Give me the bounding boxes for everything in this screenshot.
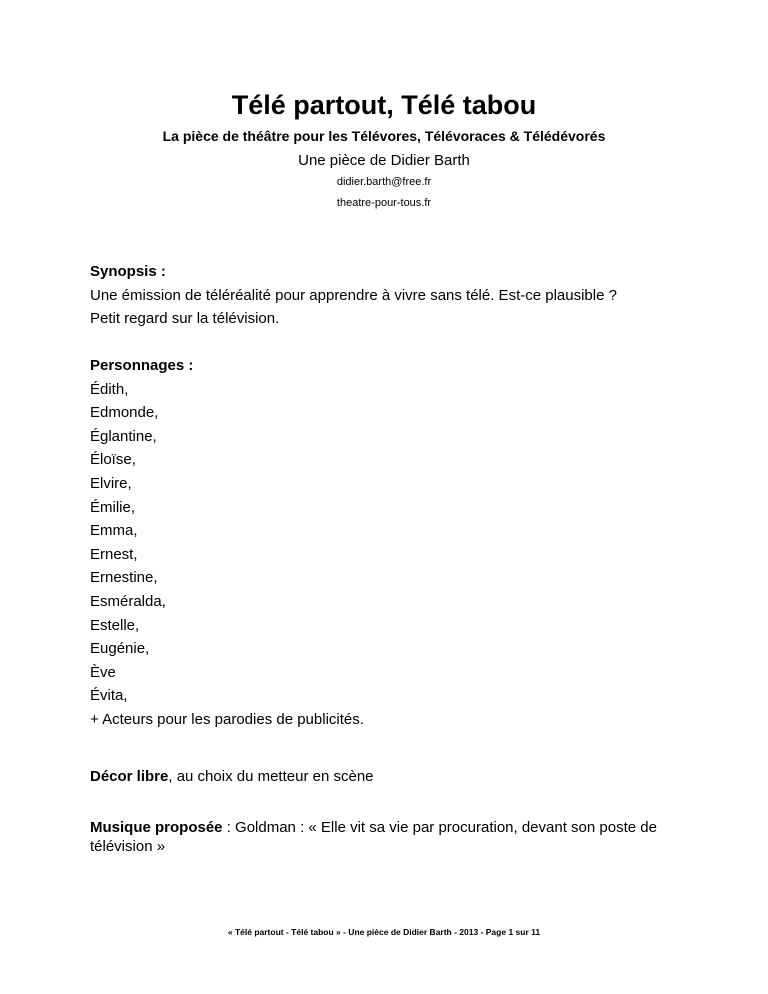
character-item: Émilie, [90, 498, 136, 516]
author-line: Une pièce de Didier Barth [298, 152, 470, 169]
decor-label: Décor libre [90, 768, 169, 785]
extra-actors-item: + Acteurs pour les parodies de publicités. [90, 710, 364, 728]
decor-paragraph [90, 767, 690, 787]
author-website: theatre-pour-tous.fr [336, 197, 432, 209]
synopsis-section [90, 262, 690, 333]
synopsis-line: Une émission de téléréalité pour apprendre à vivre sans télé. Est-ce plausible ? [90, 286, 617, 304]
character-item: Esméralda, [90, 592, 166, 610]
character-item: Ève [90, 663, 116, 681]
synopsis-line: Petit regard sur la télévision. [90, 310, 280, 328]
synopsis-heading: Synopsis : [90, 263, 166, 280]
character-item: Évita, [90, 687, 128, 705]
character-item: Emma, [90, 522, 138, 540]
character-item: Ernest, [90, 545, 138, 563]
play-subtitle: La pièce de théâtre pour les Télévores, Télévoraces & Télédévorés [162, 128, 606, 144]
character-item: Ernestine, [90, 569, 158, 587]
personnages-section [90, 356, 690, 734]
character-item: Eugénie, [90, 640, 150, 658]
play-title: Télé partout, Télé tabou [231, 90, 537, 120]
musique-paragraph [90, 818, 690, 856]
decor-text: , au choix du metteur en scène [168, 768, 374, 785]
character-item: Edmonde, [90, 404, 159, 422]
character-item: Estelle, [90, 616, 140, 634]
character-item: Édith, [90, 380, 129, 398]
character-item: Églantine, [90, 427, 157, 445]
personnages-heading: Personnages : [90, 357, 194, 374]
musique-label: Musique proposée [90, 819, 223, 836]
author-email: didier.barth@free.fr [336, 176, 432, 188]
character-item: Elvire, [90, 474, 132, 492]
musique-text: : Goldman : « Elle vit sa vie par procuration, devant son poste de télévision » [90, 819, 657, 855]
character-item: Éloïse, [90, 451, 136, 469]
page-footer: « Télé partout - Télé tabou » - Une pièce de Didier Barth - 2013 - Page 1 sur 11 [227, 927, 541, 937]
